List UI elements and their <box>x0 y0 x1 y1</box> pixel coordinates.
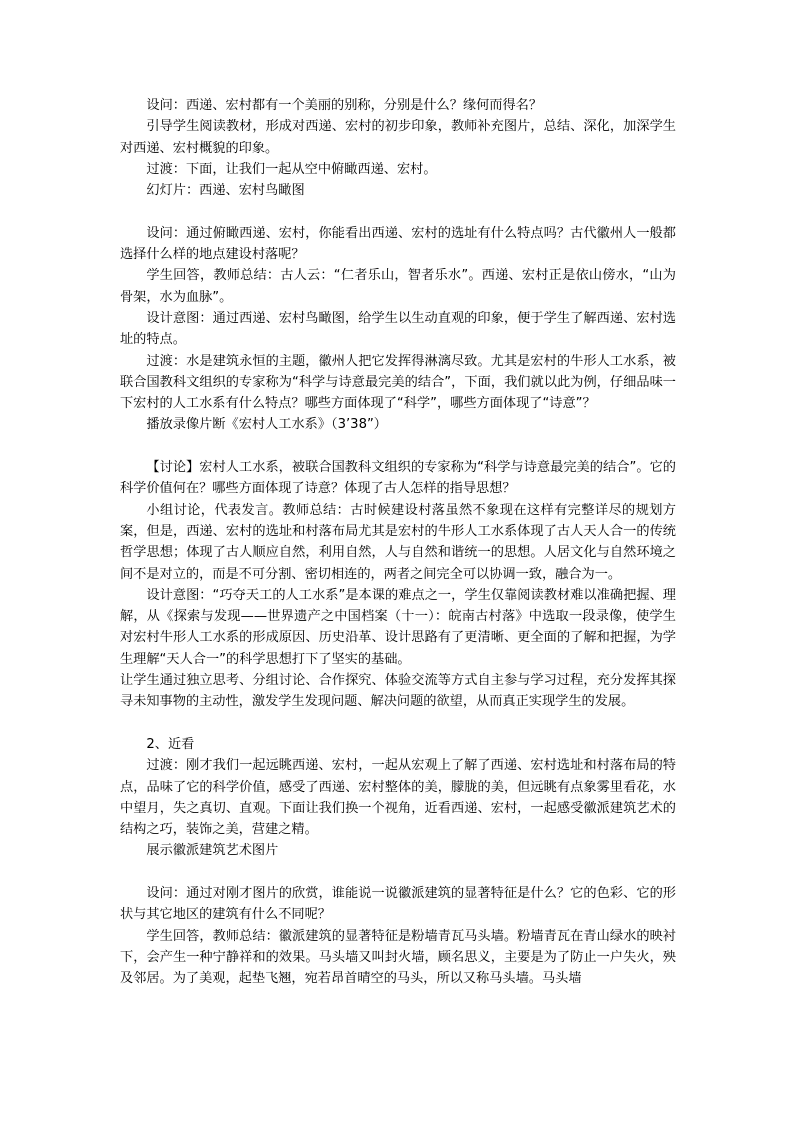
play-video-clip: 播放录像片断《宏村人工水系》（3’38”） <box>146 417 387 433</box>
transition-close-look: 过渡：刚才我们一起远眺西递、宏村，一起从宏观上了解了西递、宏村选址和村落布局的特点，品味了它的科学价值，感受了西递、宏村整体的美，朦胧的美，但远眺有点象雾里看花，水中望月，失之真切、直观。下面让我们换一个视角，近看西递、宏村，一起感受徽派建筑艺术的结构之巧，装饰之美，营建之精。 <box>120 758 676 838</box>
spacer <box>120 436 676 457</box>
question-architecture-features: 设问：通过对刚才图片的欣赏，谁能说一说徽派建筑的显著特征是什么？它的色彩、它的形状与其它地区的建筑有什么不同呢？ <box>120 885 676 923</box>
section-close-look: 2、近看 <box>146 736 195 752</box>
student-participation: 让学生通过独立思考、分组讨论、合作探究、体验交流等方式自主参与学习过程，充分发挥其探寻未知事物的主动性，激发学生发现问题、解决问题的欲望，从而真正实现学生的发展。 <box>120 673 676 710</box>
spacer <box>120 713 676 734</box>
question-site-selection: 设问：通过俯瞰西递、宏村，你能看出西递、宏村的选址有什么特点吗？古代徽州人一般都选择什么样的地点建设村落呢？ <box>120 225 676 263</box>
spacer <box>120 201 676 222</box>
show-huizhou-architecture-images: 展示徽派建筑艺术图片 <box>146 843 279 859</box>
guide-reading: 引导学生阅读教材，形成对西递、宏村的初步印象，教师补充图片，总结、深化，加深学生对西递、宏村概貌的印象。 <box>120 119 676 156</box>
group-discussion-summary: 小组讨论，代表发言。教师总结：古时候建设村落虽然不象现在这样有完整详尽的规划方案，但是，西递、宏村的选址和村落布局尤其是宏村的牛形人工水系体现了古人天人合一的传统哲学思想；体现了古人顺应自然，利用自然，人与自然和谐统一的思想。人居文化与自然环境之间不是对立的，而是不可分割、密切相连的，两者之间完全可以协调一致，融合为一。 <box>120 502 676 582</box>
transition-water-system: 过渡：水是建筑永恒的主题，徽州人把它发挥得淋漓尽致。尤其是宏村的牛形人工水系，被联合国教科文组织的专家称为“科学与诗意最完美的结合”，下面，我们就以此为例，仔细品味一下宏村的人工水系有什么特点？哪些方面体现了“科学”，哪些方面体现了“诗意”？ <box>120 353 676 412</box>
discussion-heading: 【讨论】宏村人工水系，被联合国教科文组织的专家称为“科学与诗意最完美的结合”。它的科学价值何在？哪些方面体现了诗意？体现了古人怎样的指导思想？ <box>120 460 676 497</box>
document-body <box>120 95 676 989</box>
question-nicknames: 设问：西递、宏村都有一个美丽的别称，分别是什么？缘何而得名？ <box>146 98 543 113</box>
teacher-summary-horse-head-wall: 学生回答，教师总结：徽派建筑的显著特征是粉墙青瓦马头墙。粉墙青瓦在青山绿水的映衬下，会产生一种宁静祥和的效果。马头墙又叫封火墙，顾名思义，主要是为了防止一户失火，殃及邻居。为了美观，起垫飞翘，宛若昂首晴空的马头，所以又称马头墙。马头墙 <box>120 928 676 987</box>
transition-aerial-view: 过渡：下面，让我们一起从空中俯瞰西递、宏村。 <box>146 161 437 177</box>
design-intent-aerial: 设计意图：通过西递、宏村鸟瞰图，给学生以生动直观的印象，便于学生了解西递、宏村选址的特点。 <box>120 310 676 348</box>
design-intent-water-system: 设计意图：“巧夺天工的人工水系”是本课的难点之一，学生仅靠阅读教材难以准确把握、理解，从《探索与发现——世界遗产之中国档案（十一）：皖南古村落》中选取一段录像，使学生对宏村牛形人工水系的形成原因、历史沿革、设计思路有了更清晰、更全面的了解和把握，为学生理解“天人合一”的科学思想打下了坚实的基础。 <box>120 587 676 667</box>
slide-aerial-image: 幻灯片：西递、宏村鸟瞰图 <box>146 183 305 199</box>
spacer <box>120 862 676 883</box>
teacher-summary-mountains-water: 学生回答，教师总结：古人云：“仁者乐山，智者乐水”。西递、宏村正是依山傍水，“山为骨架，水为血脉”。 <box>120 268 676 305</box>
